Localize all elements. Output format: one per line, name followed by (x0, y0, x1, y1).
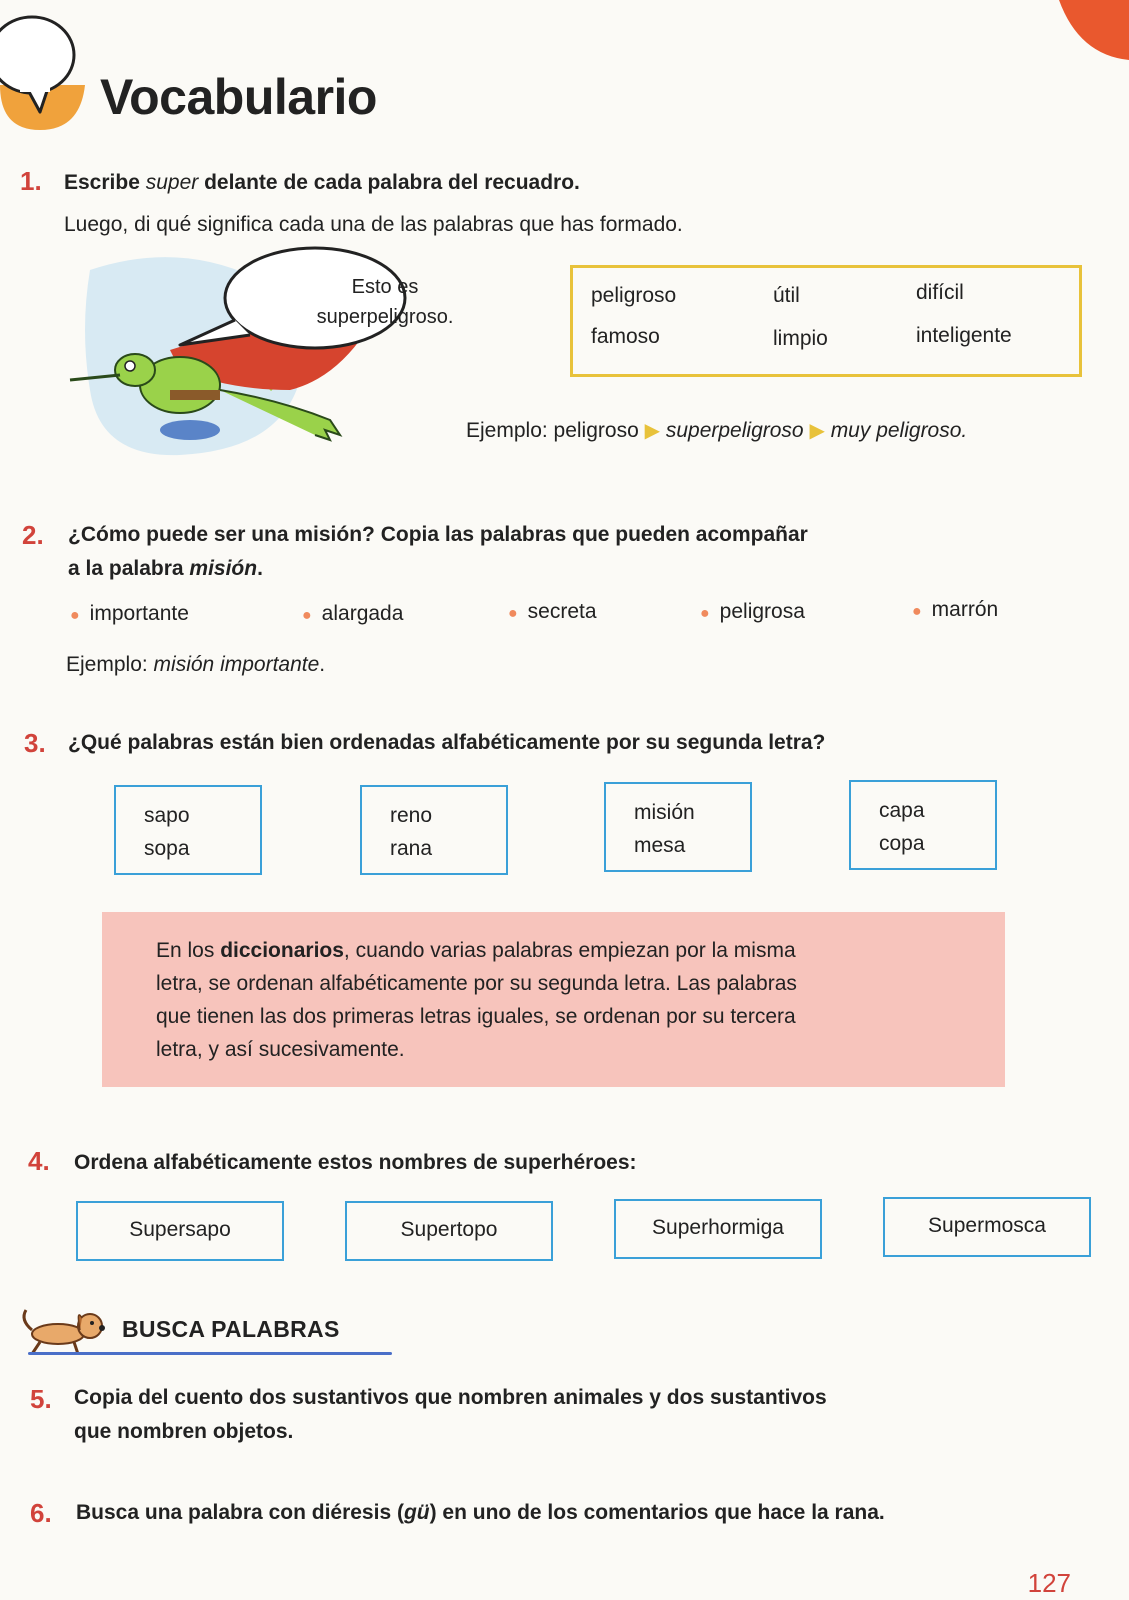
exercise-6-instruction: Busca una palabra con diéresis (gü) en uno de los comentarios que hace la rana. (76, 1501, 885, 1524)
section-underline (28, 1352, 392, 1355)
exercise-3-instruction: ¿Qué palabras están bien ordenadas alfabéticamente por su segunda letra? (68, 731, 826, 754)
exercise-2-instruction: ¿Cómo puede ser una misión? Copia las palabras que pueden acompañar a la palabra misión. (68, 523, 808, 580)
hero-name-box: Supersapo (76, 1201, 284, 1261)
hero-name-box: Superhormiga (614, 1199, 822, 1259)
word-item: famoso (591, 325, 660, 348)
exercise-4-instruction: Ordena alfabéticamente estos nombres de superhéroes: (74, 1151, 637, 1174)
word-box (570, 265, 1082, 377)
option-item: ● alargada (302, 602, 404, 625)
word-pair-box: sapo sopa (114, 785, 262, 875)
word-pair-box: capa copa (849, 780, 997, 870)
speech-bubble-text: Esto es superpeligroso. (316, 276, 454, 328)
hero-name-box: Supertopo (345, 1201, 553, 1261)
option-item: ● secreta (508, 600, 597, 623)
exercise-1-number: 1. (20, 166, 42, 196)
option-item: ● marrón (912, 598, 999, 621)
corner-tab-decoration (1039, 0, 1129, 70)
info-box: En los diccionarios, cuando varias palabras empiezan por la misma letra, se ordenan alfabéticamente por su segunda letra. Las palabras que tienen las dos primeras letras iguales, se ordenan por su tercera letra, y así sucesivamente. (102, 912, 1005, 1087)
word-item: inteligente (916, 324, 1012, 347)
exercise-1-instruction: Escribe super delante de cada palabra del recuadro. (64, 171, 580, 194)
exercise-4-number: 4. (28, 1146, 50, 1176)
section-title: BUSCA PALABRAS (122, 1316, 340, 1342)
exercise-1-example: Ejemplo: peligroso ▶ superpeligroso ▶ muy peligroso. (466, 419, 968, 442)
page-title: Vocabulario (100, 69, 377, 125)
word-item: peligroso (591, 284, 677, 307)
word-item: útil (773, 284, 800, 307)
exercise-5-instruction: Copia del cuento dos sustantivos que nombren animales y dos sustantivos que nombren objetos. (74, 1386, 827, 1443)
option-item: ● importante (70, 602, 189, 625)
exercise-5-number: 5. (30, 1384, 52, 1414)
exercise-2-number: 2. (22, 520, 44, 550)
hero-name-box: Supermosca (883, 1197, 1091, 1257)
exercise-2-example: Ejemplo: misión importante. (66, 653, 326, 676)
exercise-3-number: 3. (24, 728, 46, 758)
exercise-1-line2: Luego, di qué significa cada una de las palabras que has formado. (64, 213, 683, 236)
dog-icon (18, 1300, 108, 1356)
word-pair-box: reno rana (360, 785, 508, 875)
arrow-right-icon: ▶ (644, 420, 660, 442)
arrow-right-icon: ▶ (809, 420, 825, 442)
word-item: difícil (916, 281, 964, 304)
option-item: ● peligrosa (700, 600, 805, 623)
page-number: 127 (1027, 1568, 1071, 1598)
exercise-6-number: 6. (30, 1498, 52, 1528)
word-pair-box: misión mesa (604, 782, 752, 872)
word-item: limpio (773, 327, 828, 350)
